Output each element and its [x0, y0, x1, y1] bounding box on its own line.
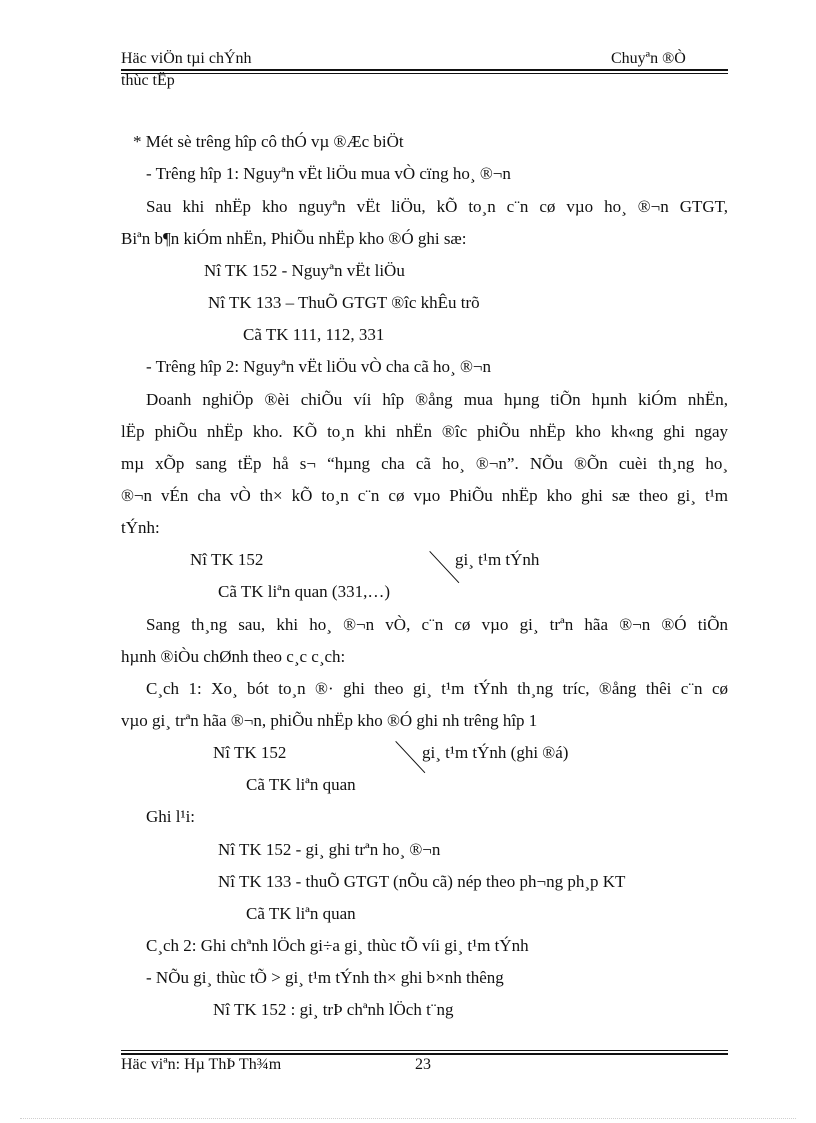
journal-credit-line: Cã TK liªn quan (331,…)	[218, 582, 390, 601]
journal-debit-line: Nî TK 152	[213, 743, 287, 762]
paragraph-line: Sau khi nhËp kho nguyªn vËt liÖu, kÕ to¸n c¨n cø vµo ho¸ ®¬n GTGT,	[146, 197, 728, 216]
journal-debit-line: Nî TK 152 - Nguyªn vËt liÖu	[204, 261, 405, 280]
journal-debit-line: Nî TK 133 - thuÕ GTGT (nÕu cã) nép theo ph¬ng ph¸p KT	[218, 872, 626, 891]
journal-note: gi¸ t¹m tÝnh (ghi ®á)	[422, 743, 569, 762]
page-bottom-edge	[20, 1118, 796, 1119]
journal-debit-line: Nî TK 152	[190, 550, 264, 569]
paragraph-line: Doanh nghiÖp ®èi chiÕu víi hîp ®ång mua hµng tiÕn hµnh kiÓm nhËn,	[146, 390, 728, 409]
journal-note: gi¸ t¹m tÝnh	[455, 550, 540, 569]
footer-rule-secondary	[121, 1050, 728, 1051]
method-1-line: C¸ch 1: Xo¸ bót to¸n ®· ghi theo gi¸ t¹m tÝnh th¸ng tríc, ®ång thêi c¨n cø	[146, 679, 728, 698]
paragraph-line: mµ xÕp sang tËp hå s¬ “hµng cha cã ho¸ ®¬n”. NÕu ®Õn cuèi th¸ng ho¸	[121, 454, 728, 473]
footer-rule	[121, 1053, 728, 1055]
journal-debit-line: Nî TK 152 : gi¸ trÞ chªnh lÖch t¨ng	[213, 1000, 454, 1019]
header-institution: Häc viÖn tµi chÝnh	[121, 50, 252, 67]
method-2-line: C¸ch 2: Ghi chªnh lÖch gi÷a gi¸ thùc tÕ víi gi¸ t¹m tÝnh	[146, 936, 529, 955]
paragraph-line: - NÕu gi¸ thùc tÕ > gi¸ t¹m tÝnh th× ghi b×nh thêng	[146, 968, 504, 987]
header-subtitle: thùc tËp	[121, 72, 175, 89]
journal-debit-line: Nî TK 133 – ThuÕ GTGT ®îc khÊu trõ	[208, 293, 480, 312]
header-rule-secondary	[121, 73, 728, 74]
paragraph-line: vµo gi¸ trªn hãa ®¬n, phiÕu nhËp kho ®Ó ghi nh trêng hîp 1	[121, 711, 538, 730]
journal-credit-line: Cã TK liªn quan	[246, 904, 356, 923]
diagonal-slash	[395, 741, 425, 773]
journal-credit-line: Cã TK 111, 112, 331	[243, 325, 385, 344]
paragraph-line: hµnh ®iÒu chØnh theo c¸c c¸ch:	[121, 647, 346, 666]
header-title: Chuyªn ®Ò	[611, 50, 686, 67]
paragraph-line: lËp phiÕu nhËp kho. KÕ to¸n khi nhËn ®îc phiÕu nhËp kho kh«ng ghi ngay	[121, 422, 728, 441]
case-2-heading: - Trêng hîp 2: Nguyªn vËt liÖu vÒ cha cã ho¸ ®¬n	[146, 357, 491, 376]
journal-credit-line: Cã TK liªn quan	[246, 775, 356, 794]
paragraph-line: tÝnh:	[121, 518, 160, 537]
header-rule	[121, 69, 728, 71]
paragraph-line: Ghi l¹i:	[146, 807, 196, 826]
journal-debit-line: Nî TK 152 - gi¸ ghi trªn ho¸ ®¬n	[218, 840, 441, 859]
page-number: 23	[415, 1056, 431, 1073]
section-heading: * Mét sè trêng hîp cô thÓ vµ ®Æc biÖt	[133, 132, 404, 151]
paragraph-line: Biªn b¶n kiÓm nhËn, PhiÕu nhËp kho ®Ó ghi sæ:	[121, 229, 467, 248]
paragraph-line: Sang th¸ng sau, khi ho¸ ®¬n vÒ, c¨n cø vµo gi¸ trªn hãa ®¬n ®Ó tiÕn	[146, 615, 728, 634]
footer-author: Häc viªn: Hµ ThÞ Th¾m	[121, 1056, 282, 1073]
paragraph-line: ®¬n vÉn cha vÒ th× kÕ to¸n c¨n cø vµo PhiÕu nhËp kho ghi sæ theo gi¸ t¹m	[121, 486, 728, 505]
case-1-heading: - Trêng hîp 1: Nguyªn vËt liÖu mua vÒ cïng ho¸ ®¬n	[146, 164, 511, 183]
